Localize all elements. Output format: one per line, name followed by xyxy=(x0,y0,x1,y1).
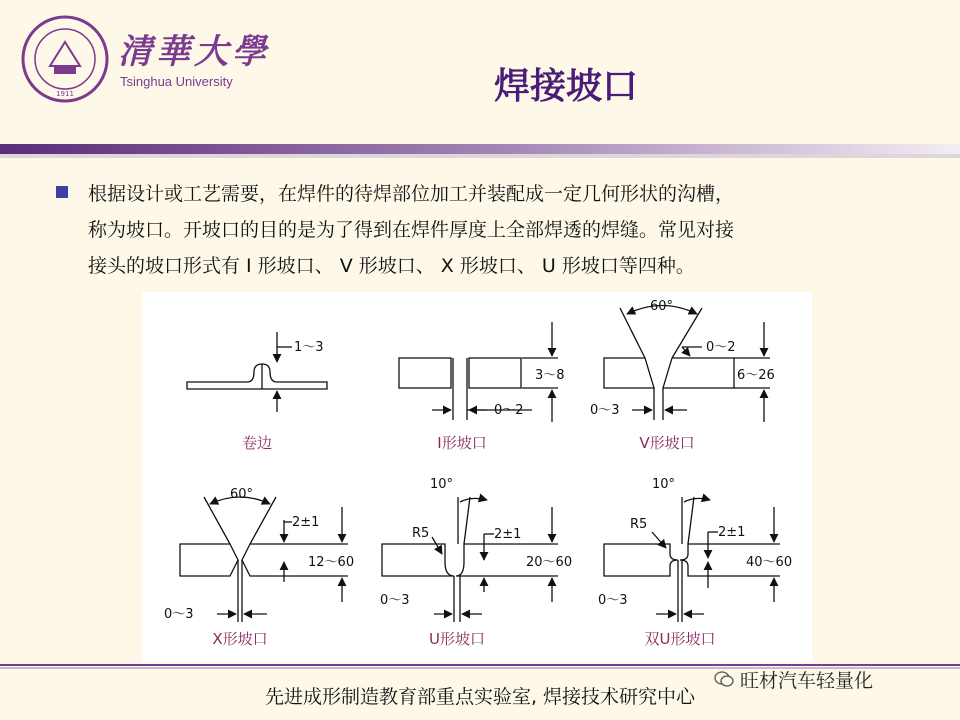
dim-label: 60° xyxy=(230,487,254,502)
header-divider xyxy=(0,142,960,160)
dim-label: 2±1 xyxy=(494,527,522,542)
dim-label: 0～3 xyxy=(380,593,410,608)
body-line: 称为坡口。开坡口的目的是为了得到在焊件厚度上全部焊透的焊缝。常见对接 xyxy=(88,219,735,241)
logo-chinese-name: 清華大學 xyxy=(118,32,270,72)
dim-label: 0～2 xyxy=(706,340,736,355)
dim-label: 0～3 xyxy=(598,593,628,608)
dim-label: R5 xyxy=(412,526,430,541)
dim-label: 1～3 xyxy=(294,340,324,355)
panel-caption: V形坡口 xyxy=(639,434,695,452)
panel-caption: U形坡口 xyxy=(429,630,485,648)
dim-label: 20～60 xyxy=(526,555,573,570)
wechat-icon xyxy=(714,670,734,688)
footer-text: 先进成形制造教育部重点实验室, 焊接技术研究中心 xyxy=(264,686,696,708)
panel-caption: I形坡口 xyxy=(437,434,487,452)
body-line: 接头的坡口形式有 I 形坡口、 V 形坡口、 X 形坡口、 U 形坡口等四种。 xyxy=(88,255,695,277)
groove-diagram xyxy=(142,292,812,662)
dim-label: 2±1 xyxy=(292,515,320,530)
body-paragraph xyxy=(88,176,928,284)
dim-label: 12～60 xyxy=(308,555,355,570)
dim-label: 10° xyxy=(652,477,676,492)
bullet-square-icon xyxy=(56,186,68,198)
panel-caption: X形坡口 xyxy=(212,630,268,648)
tsinghua-seal-icon xyxy=(20,14,110,104)
dim-label: 0～2 xyxy=(494,403,524,418)
dim-label: 3～8 xyxy=(535,368,565,383)
dim-label: 6～26 xyxy=(737,368,775,383)
panel-caption: 卷边 xyxy=(241,434,273,452)
header xyxy=(0,0,960,145)
dim-label: 60° xyxy=(650,299,674,314)
dim-label: 0～3 xyxy=(164,607,194,622)
panel-caption: 双U形坡口 xyxy=(644,630,716,648)
watermark-text: 旺材汽车轻量化 xyxy=(740,670,874,692)
body-line: 根据设计或工艺需要，在焊件的待焊部位加工并装配成一定几何形状的沟槽， xyxy=(88,183,735,205)
logo-english-name: Tsinghua University xyxy=(120,74,233,89)
svg-text:1911: 1911 xyxy=(56,90,74,98)
dim-label: 40～60 xyxy=(746,555,793,570)
page-title: 焊接坡口 xyxy=(494,66,639,107)
dim-label: 10° xyxy=(430,477,454,492)
dim-label: 2±1 xyxy=(718,525,746,540)
dim-label: 0～3 xyxy=(590,403,620,418)
dim-label: R5 xyxy=(630,517,648,532)
